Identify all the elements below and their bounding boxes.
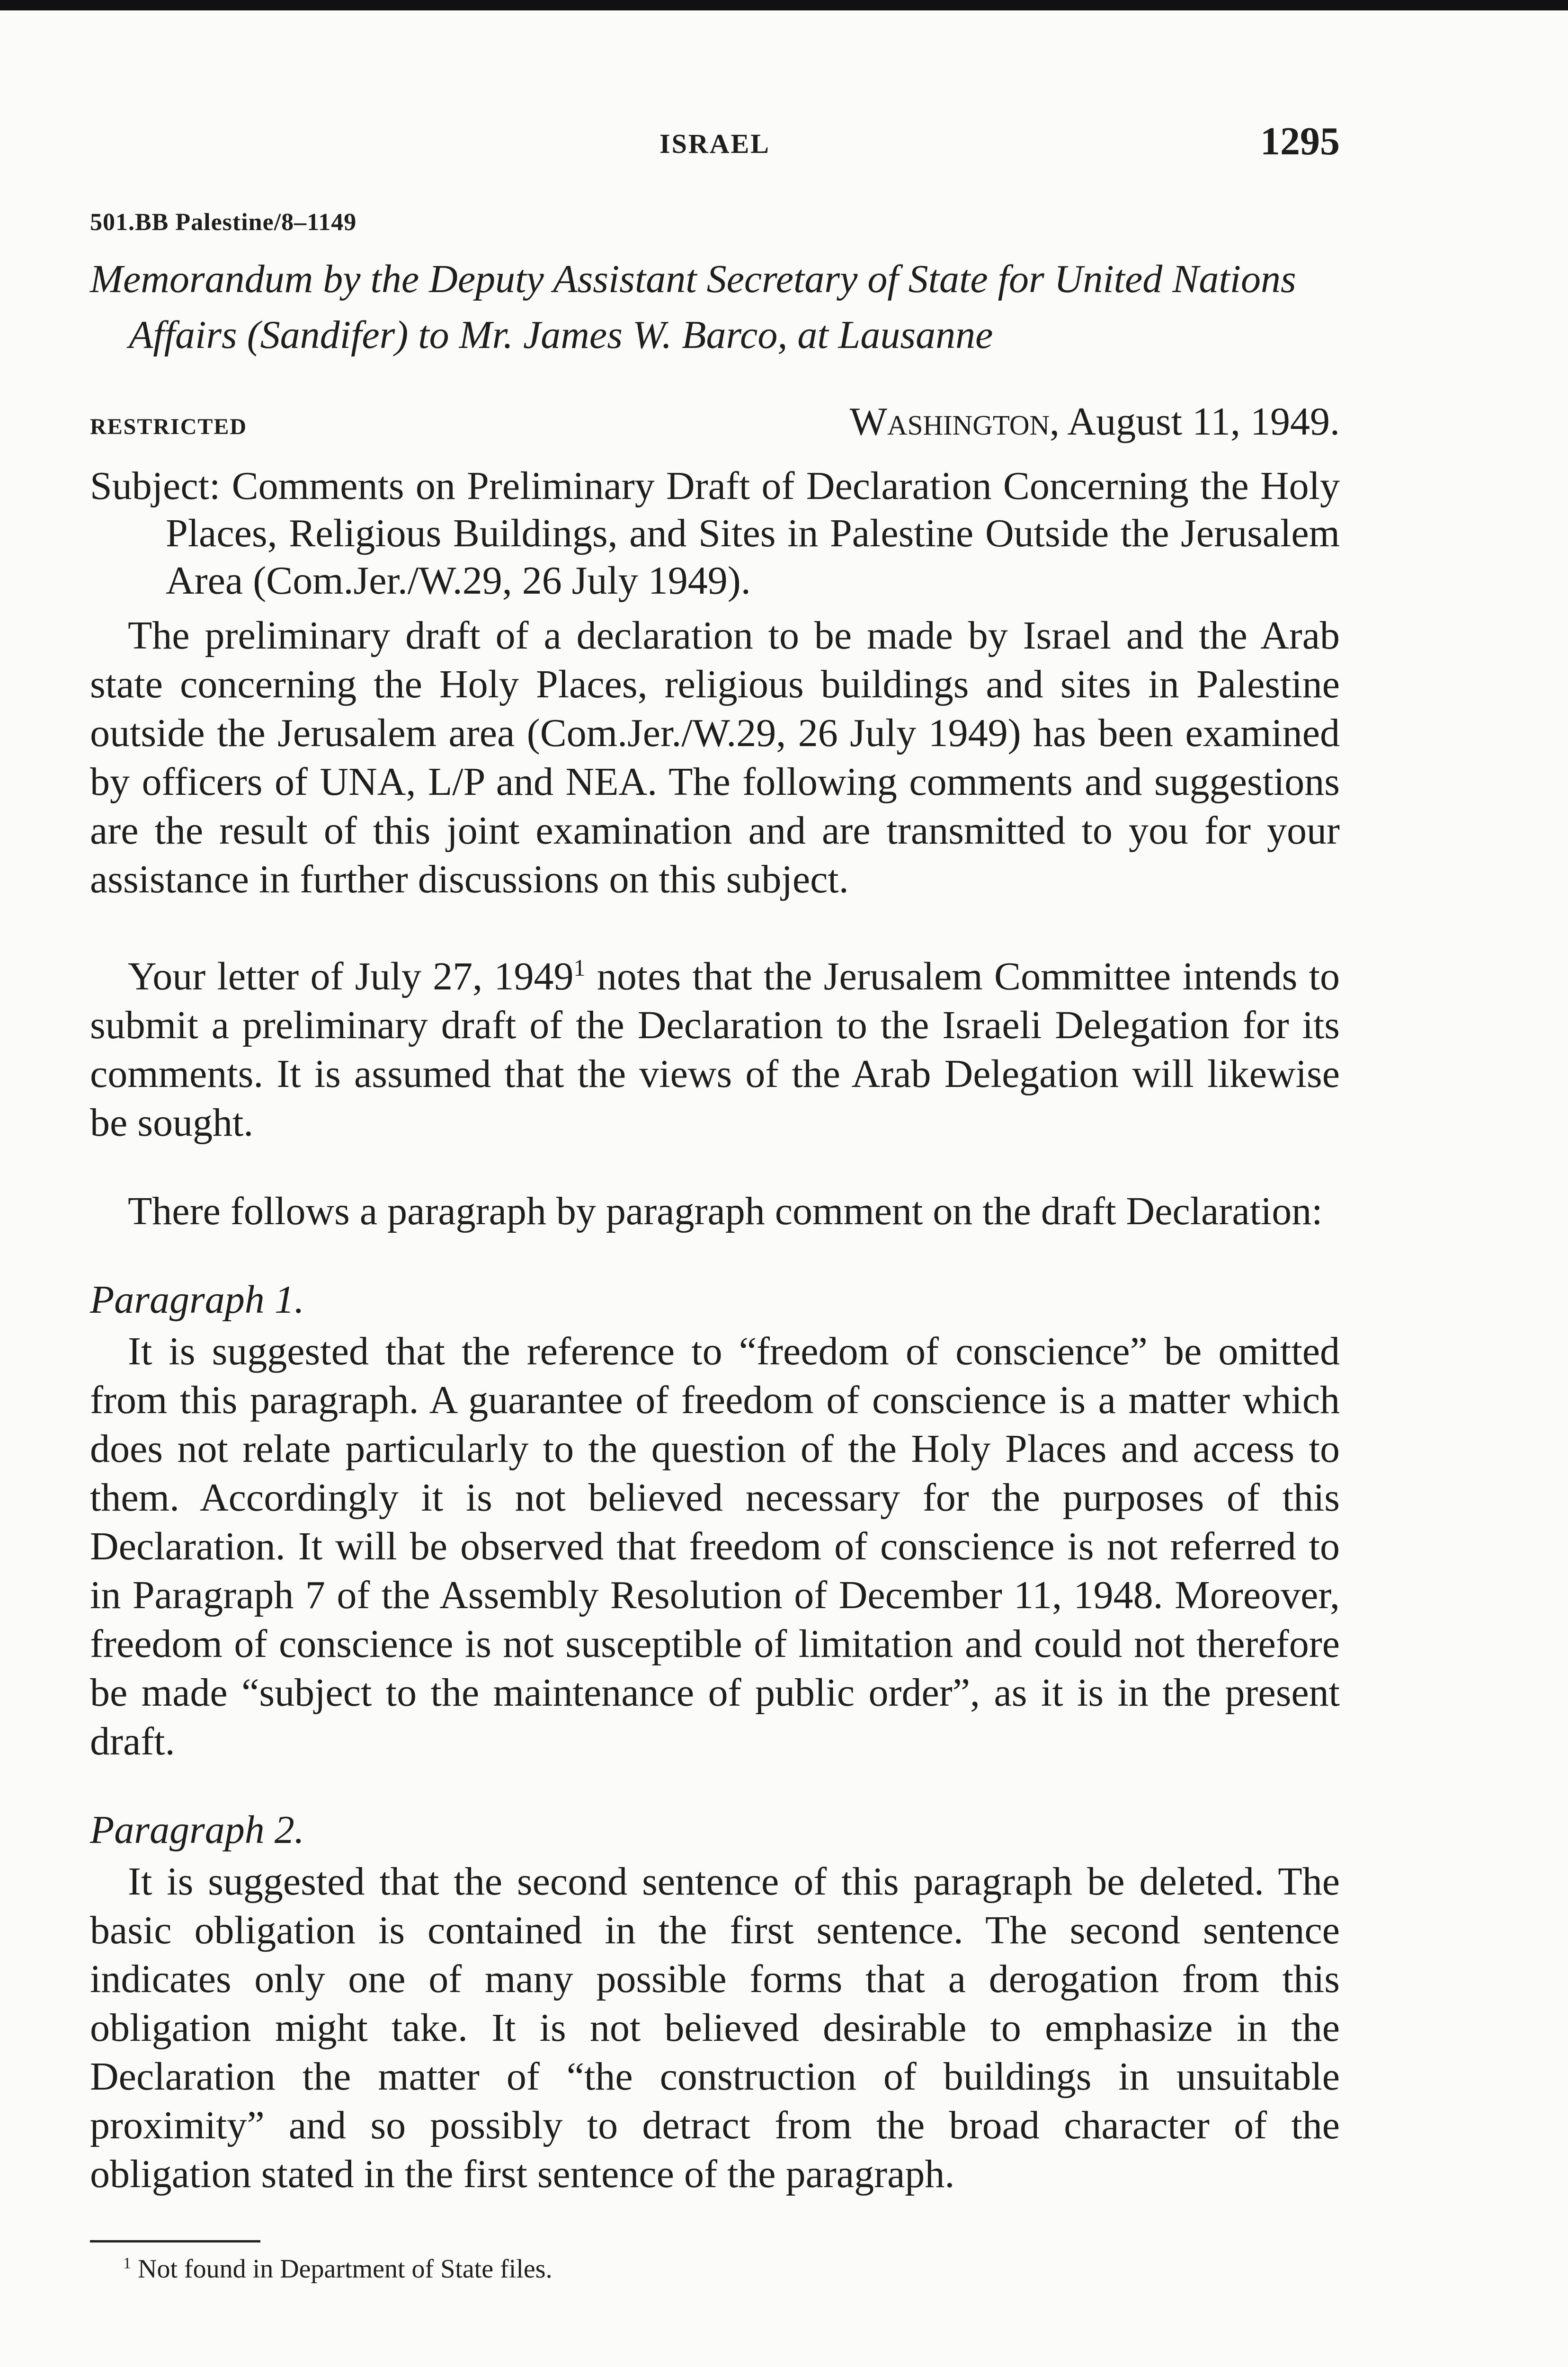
footnote-divider xyxy=(90,2240,260,2242)
paragraph-2-text-end: notes that the Jerusalem Committee intends to submit a preliminary draft of the Declaration to the Israeli Delegation for its comments. It is assumed that the views of the Arab Delegation will likewise be sought. xyxy=(90,954,1340,1145)
place: Washington, xyxy=(849,400,1060,444)
body-paragraph-5: It is suggested that the second sentence of this paragraph be deleted. The basic obligation is contained in the first sentence. The second sentence indicates only one of many possible forms that a derogation from this obligation might take. It is not believed desirable to emphasize in the Declaration the matter of “the construction of buildings in unsuitable proximity” and so possibly to detract from the broad character of the obligation stated in the first sentence of the paragraph. xyxy=(90,1860,1340,2196)
section-heading-paragraph-1: Paragraph 1. xyxy=(90,1278,304,1322)
page-number: 1295 xyxy=(1260,119,1340,163)
footnote-mark: 1 xyxy=(123,2254,131,2272)
body-paragraph-3: There follows a paragraph by paragraph comment on the draft Declaration: xyxy=(128,1189,1323,1233)
footnote-reference: 1 xyxy=(573,954,586,981)
subject-line: Subject: Comments on Preliminary Draft of Declaration Concerning the Holy Places, Religious Buildings, and Sites in Palestine Outside the Jerusalem Area (Com.Jer./W.29, 26 July 1949). xyxy=(90,464,1340,603)
file-reference: 501.BB Palestine/8–1149 xyxy=(90,209,357,236)
footnote xyxy=(123,2254,1340,2284)
paragraph-2-text-start: Your letter of July 27, 1949 xyxy=(128,954,574,998)
body-paragraph-4: It is suggested that the reference to “freedom of conscience” be omitted from this paragraph. A guarantee of freedom of conscience is a matter which does not relate particularly to the question of the Holy Places and access to them. Accordingly it is not believed necessary for the purposes of this Declaration. It will be observed that freedom of conscience is not referred to in Paragraph 7 of the Assembly Resolution of December 11, 1948. Moreover, freedom of conscience is not susceptible of limitation and could not therefore be made “subject to the maintenance of public order”, as it is in the present draft. xyxy=(90,1329,1340,1763)
dateline xyxy=(90,397,1340,445)
document-page xyxy=(90,109,1340,2284)
running-head: ISRAEL xyxy=(659,128,770,159)
date: August 11, 1949. xyxy=(1060,400,1340,444)
classification-marking: RESTRICTED xyxy=(90,414,248,439)
page-header xyxy=(90,109,1340,170)
top-edge-bar xyxy=(0,0,1568,10)
body-paragraph-1: The preliminary draft of a declaration to be made by Israel and the Arab state concerning the Holy Places, religious buildings and sites in Palestine outside the Jerusalem area (Com.Jer./W.29, 26 July 1949) has been examined by officers of UNA, L/P and NEA. The following comments and suggestions are the result of this joint examination and are transmitted to you for your assistance in further discussions on this subject. xyxy=(90,614,1340,901)
document-title: Memorandum by the Deputy Assistant Secretary of State for United Nations Affairs (Sandifer) to Mr. James W. Barco, at Lausanne xyxy=(90,257,1296,357)
section-heading-paragraph-2: Paragraph 2. xyxy=(90,1808,304,1852)
place-and-date xyxy=(850,399,1340,445)
footnote-text: Not found in Department of State files. xyxy=(131,2254,552,2284)
body-paragraph-2 xyxy=(90,943,1340,1147)
